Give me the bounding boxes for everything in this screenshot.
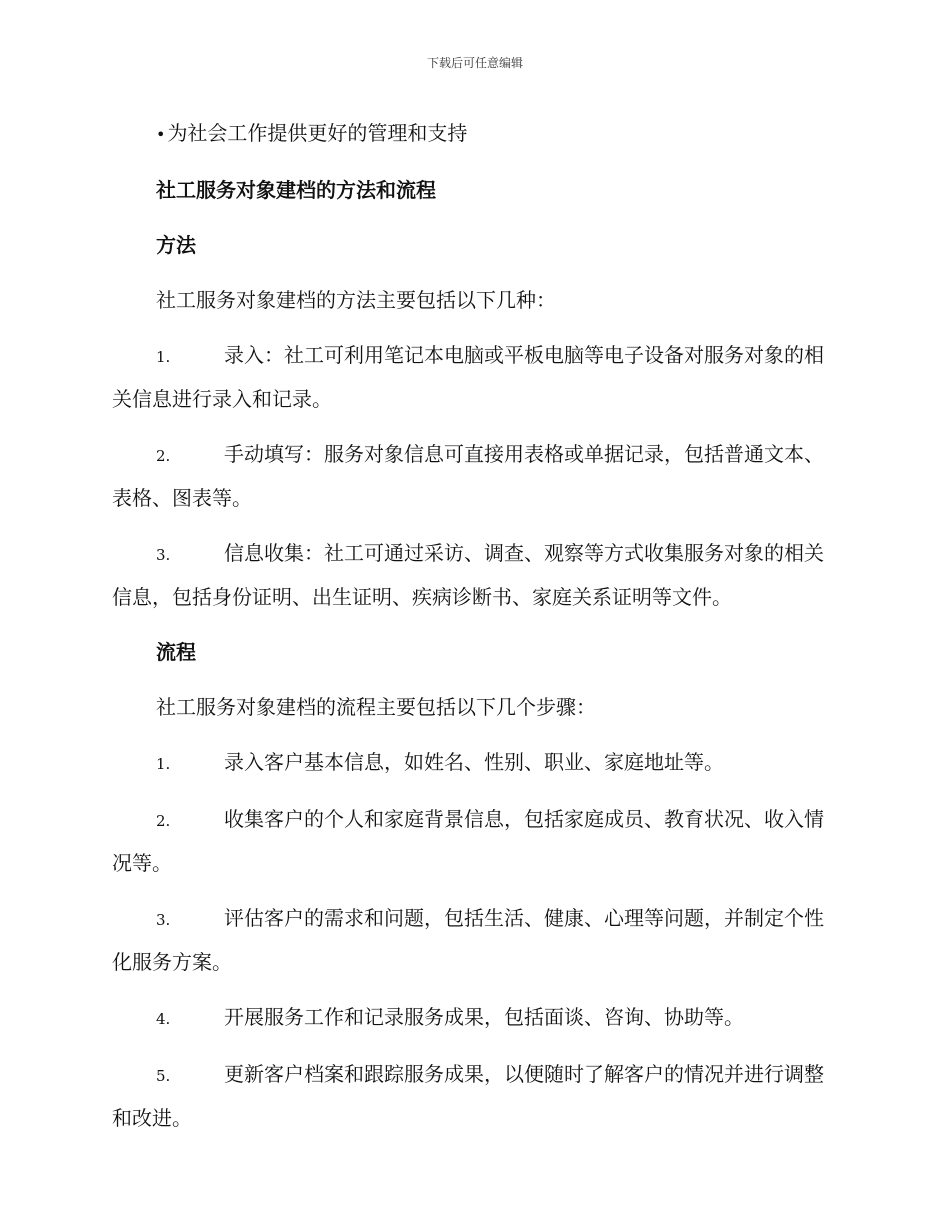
bullet-point xyxy=(112,112,832,156)
item-text: 开展服务工作和记录服务成果，包括面谈、咨询、协助等。 xyxy=(224,1005,744,1029)
item-number: 1. xyxy=(156,755,171,773)
item-number: 3. xyxy=(156,546,171,564)
section-title: 社工服务对象建档的方法和流程 xyxy=(156,178,436,202)
page-header: 下载后可任意编辑 xyxy=(426,56,523,70)
item-number: 2. xyxy=(156,812,171,830)
item-text: 评估客户的需求和问题，包括生活、健康、心理等问题，并制定个性化服务方案。 xyxy=(112,906,824,974)
item-number: 2. xyxy=(156,447,171,465)
method-heading: 方法 xyxy=(156,233,196,257)
method-item xyxy=(112,334,832,420)
bullet-dot-icon: • xyxy=(156,125,166,144)
process-item xyxy=(112,996,832,1040)
item-number: 3. xyxy=(156,911,171,929)
item-text: 录入：社工可利用笔记本电脑或平板电脑等电子设备对服务对象的相关信息进行录入和记录。 xyxy=(112,343,824,411)
item-text: 更新客户档案和跟踪服务成果，以便随时了解客户的情况并进行调整和改进。 xyxy=(112,1062,824,1130)
method-intro: 社工服务对象建档的方法主要包括以下几种： xyxy=(156,288,556,312)
process-item xyxy=(112,897,832,983)
item-text: 录入客户基本信息，如姓名、性别、职业、家庭地址等。 xyxy=(224,750,724,774)
process-heading: 流程 xyxy=(156,640,196,664)
item-number: 5. xyxy=(156,1067,171,1085)
method-item xyxy=(112,532,832,618)
method-item xyxy=(112,433,832,519)
process-intro: 社工服务对象建档的流程主要包括以下几个步骤： xyxy=(156,695,596,719)
item-text: 信息收集：社工可通过采访、调查、观察等方式收集服务对象的相关信息，包括身份证明、出生证明、疾病诊断书、家庭关系证明等文件。 xyxy=(112,541,824,609)
process-item xyxy=(112,798,832,884)
bullet-text: 为社会工作提供更好的管理和支持 xyxy=(167,121,468,145)
process-item xyxy=(112,1053,832,1139)
process-item xyxy=(112,741,832,785)
document-body xyxy=(112,112,832,1152)
item-number: 1. xyxy=(156,348,171,366)
item-text: 手动填写：服务对象信息可直接用表格或单据记录，包括普通文本、表格、图表等。 xyxy=(112,442,824,510)
item-number: 4. xyxy=(156,1010,171,1028)
item-text: 收集客户的个人和家庭背景信息，包括家庭成员、教育状况、收入情况等。 xyxy=(112,807,824,875)
